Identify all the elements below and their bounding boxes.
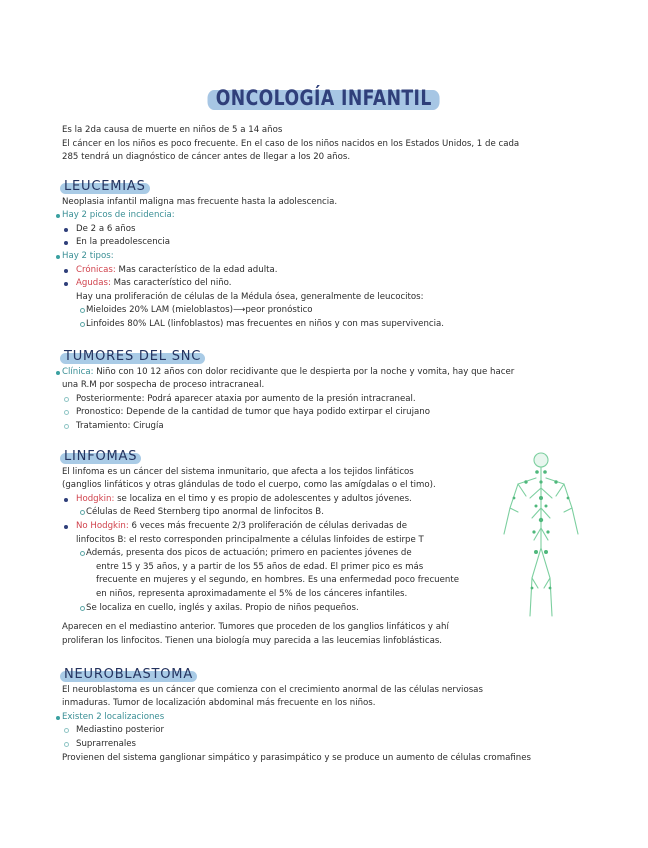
section-heading: TUMORES DEL SNC bbox=[60, 350, 205, 364]
lymphatic-system-icon bbox=[496, 448, 586, 624]
type-text: Mas característico del niño. bbox=[110, 278, 232, 289]
text-line: (ganglios linfáticos y otras glándulas de todo el cuerpo, como las amígdalas o el timo). bbox=[62, 480, 436, 491]
type-text: 6 veces más frecuente 2/3 proliferación de células derivadas de bbox=[128, 520, 408, 531]
text-line: una R.M por sospecha de proceso intracraneal. bbox=[62, 380, 265, 391]
type-text: Mas característico de la edad adulta. bbox=[115, 264, 278, 275]
sub-list-item: Se localiza en cuello, inglés y axilas. Propio de niños pequeños. bbox=[62, 602, 592, 616]
snc-section bbox=[62, 350, 592, 434]
list-item: De 2 a 6 años bbox=[62, 223, 592, 237]
text-line: entre 15 y 35 años, y a partir de los 55 años de edad. El primer pico es más bbox=[96, 561, 424, 572]
intro-section bbox=[62, 124, 592, 165]
sub-list-item: Células de Reed Sternberg tipo anormal de linfocitos B. bbox=[62, 506, 592, 520]
text-line: El neuroblastoma es un cáncer que comienza con el crecimiento anormal de las células nerviosas bbox=[62, 684, 483, 695]
clinica-label: Clínica: bbox=[62, 366, 94, 377]
list-item bbox=[62, 277, 592, 291]
text-line bbox=[62, 366, 592, 380]
list-item: Tratamiento: Cirugía bbox=[62, 420, 592, 434]
text-line: Provienen del sistema ganglionar simpático y parasimpático y se produce un aumento de células cromafines bbox=[62, 752, 531, 763]
page-title: ONCOLOGÍA INFANTIL bbox=[209, 84, 438, 112]
sub-list-item: Linfoides 80% LAL (linfoblastos) mas frecuentes en niños y con mas supervivencia. bbox=[62, 318, 592, 332]
intro-line: Es la 2da causa de muerte en niños de 5 a 14 años bbox=[62, 125, 283, 135]
section-heading: LEUCEMIAS bbox=[60, 180, 150, 194]
neuroblastoma-section bbox=[62, 668, 592, 765]
text-line: en niños, representa aproximadamente el 5% de los cánceres infantiles. bbox=[96, 588, 408, 599]
list-item bbox=[62, 264, 592, 278]
text-line: Neoplasia infantil maligna mas frecuente hasta la adolescencia. bbox=[62, 196, 338, 207]
bullet-heading: Hay 2 tipos: bbox=[62, 250, 592, 264]
list-item: Mediastino posterior bbox=[62, 724, 592, 738]
text-line: linfocitos B: el resto corresponden principalmente a células linfoides de estirpe T bbox=[76, 534, 424, 545]
list-item: En la preadolescencia bbox=[62, 236, 592, 250]
text-line: El linfoma es un cáncer del sistema inmunitario, que afecta a los tejidos linfáticos bbox=[62, 466, 414, 477]
intro-line: El cáncer en los niños es poco frecuente. En el caso de los niños nacidos en los Estados Unidos, 1 de cada bbox=[62, 138, 520, 149]
section-heading: LINFOMAS bbox=[60, 450, 141, 464]
list-item: Suprarrenales bbox=[62, 738, 592, 752]
type-label: Crónicas: bbox=[76, 264, 116, 275]
text-line: proliferan los linfocitos. Tienen una biología muy parecida a las leucemias linfoblásticas. bbox=[62, 635, 443, 646]
bullet-heading: Existen 2 localizaciones bbox=[62, 711, 592, 725]
list-item: Posteriormente: Podrá aparecer ataxia por aumento de la presión intracraneal. bbox=[62, 393, 592, 407]
text-line: Aparecen en el mediastino anterior. Tumores que proceden de los ganglios linfáticos y ahí bbox=[62, 622, 449, 633]
type-label: Agudas: bbox=[76, 278, 111, 289]
type-label: Hodgkin: bbox=[76, 493, 115, 504]
text-line: Hay una proliferación de células de la Médula ósea, generalmente de leucocitos: bbox=[76, 291, 424, 302]
sub-list-item: Además, presenta dos picos de actuación; primero en pacientes jóvenes de bbox=[62, 547, 592, 561]
text-line: frecuente en mujeres y el segundo, en hombres. Es una enfermedad poco frecuente bbox=[96, 575, 460, 586]
list-item: Pronostico: Depende de la cantidad de tumor que haya podido extirpar el cirujano bbox=[62, 406, 592, 420]
type-label: No Hodgkin: bbox=[76, 520, 129, 531]
title-wrap bbox=[0, 84, 648, 112]
text-line: inmaduras. Tumor de localización abdominal más frecuente en los niños. bbox=[62, 698, 376, 709]
section-heading: NEUROBLASTOMA bbox=[60, 668, 197, 682]
bullet-heading: Hay 2 picos de incidencia: bbox=[62, 209, 592, 223]
clinica-text: Niño con 10 12 años con dolor recidivante que le despierta por la noche y vomita, hay que hacer bbox=[93, 366, 515, 377]
intro-line: 285 tendrá un diagnóstico de cáncer antes de llegar a los 20 años. bbox=[62, 152, 351, 163]
type-text: se localiza en el timo y es propio de adolescentes y adultos jóvenes. bbox=[114, 493, 412, 504]
leucemias-section bbox=[62, 180, 592, 332]
sub-list-item: Mieloides 20% LAM (mieloblastos)⟶peor pronóstico bbox=[62, 304, 592, 318]
